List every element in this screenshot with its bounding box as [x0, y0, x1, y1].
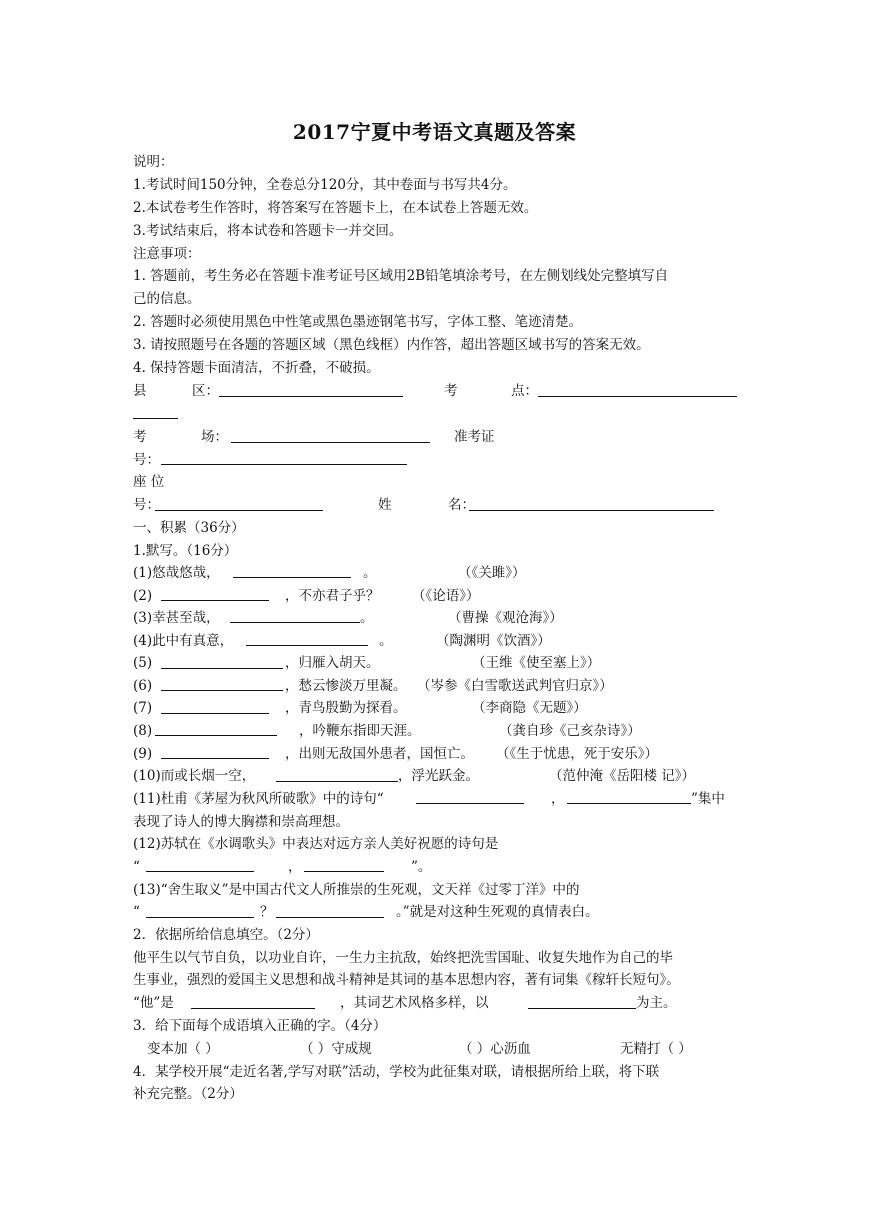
- admit-number-field[interactable]: [161, 464, 407, 465]
- room-label-a: 考: [133, 429, 147, 445]
- recite-item-source: （王维《使至塞上》）: [472, 655, 601, 671]
- note-item: 2. 答题时必须使用黑色中性笔或黑色墨迹钢笔书写，字体工整、笔迹清楚。: [133, 314, 583, 330]
- site-field-continued[interactable]: [133, 418, 178, 419]
- room-field[interactable]: [231, 442, 430, 443]
- recite-blank[interactable]: [161, 758, 269, 759]
- recite-item-prefix: (4)此中有真意，: [133, 633, 234, 649]
- seat-label-b: 号：: [133, 497, 160, 513]
- recite-item-prefix: (5): [133, 655, 153, 671]
- idiom-item[interactable]: 无精打（ ）: [620, 1041, 692, 1057]
- recite-blank[interactable]: [276, 781, 398, 782]
- recite-item-suffix: ，青鸟殷勤为探看。: [285, 700, 407, 716]
- recite-item-source: （陶渊明《饮酒》）: [436, 633, 551, 649]
- name-field[interactable]: [469, 510, 714, 511]
- recite-item-suffix: ，归雁入胡天。: [285, 655, 380, 671]
- quote-open: “: [133, 904, 140, 920]
- recite-blank[interactable]: [146, 871, 254, 872]
- recite-item-suffix: 。: [379, 633, 393, 649]
- site-field[interactable]: [538, 396, 737, 397]
- site-label-a: 考: [444, 383, 458, 399]
- admit-label-a: 准考证: [454, 429, 495, 445]
- note-item-continued: 己的信息。: [133, 291, 201, 307]
- question-2-fill-prefix: “他”是: [133, 995, 174, 1011]
- recite-item-source: （曹操《观沧海》）: [448, 610, 563, 626]
- recite-blank[interactable]: [161, 600, 269, 601]
- instructions-heading: 说明：: [133, 154, 174, 170]
- recite-item-source: （李商隐《无题》）: [472, 700, 587, 716]
- admit-label-b: 号：: [133, 452, 160, 468]
- county-field[interactable]: [219, 396, 403, 397]
- recite-item-suffix: 。: [360, 610, 374, 626]
- room-label-b: 场：: [201, 429, 228, 445]
- county-label-b: 区：: [192, 383, 219, 399]
- recite-item-prefix: (7): [133, 700, 153, 716]
- style-blank[interactable]: [528, 1008, 636, 1009]
- quote-open: “: [133, 859, 140, 875]
- recite-item-source: （范仲淹《岳阳楼 记》）: [549, 768, 696, 784]
- recite-item-prefix: (6): [133, 678, 153, 694]
- recite-item-continued: 表现了诗人的博大胸襟和崇高理想。: [133, 814, 349, 830]
- recite-item-prefix: (13)“舍生取义”是中国古代文人所推崇的生死观，文天祥《过零丁洋》中的: [133, 882, 580, 898]
- recite-item-prefix: (8): [133, 723, 153, 739]
- recite-item-prefix: (10)而或长烟一空，: [133, 768, 256, 784]
- recite-item-source: （《关雎》）: [458, 565, 526, 581]
- question-2-fill-middle: ，其词艺术风格多样，以: [340, 995, 489, 1011]
- county-label-a: 县: [133, 383, 147, 399]
- question-2-fill-suffix: 为主。: [636, 995, 677, 1011]
- recite-item-source: （龚自珍《己亥杂诗》）: [499, 723, 641, 739]
- recite-item-source: （岑参《白雪歌送武判官归京》）: [417, 678, 613, 694]
- recite-item-prefix: (3)幸甚至哉，: [133, 610, 220, 626]
- note-item: 3. 请按照题号在各题的答题区域（黑色线框）内作答，超出答题区域书写的答案无效。: [133, 337, 650, 353]
- recite-item-separator: ，: [551, 791, 565, 807]
- recite-item-suffix: ，愁云惨淡万里凝。: [285, 678, 407, 694]
- recite-blank[interactable]: [155, 735, 277, 736]
- recite-item-suffix: ，浮光跃金。: [398, 768, 479, 784]
- recite-item-prefix: (12)苏轼在《水调歌头》中表达对远方亲人美好祝愿的诗句是: [133, 836, 499, 852]
- recite-blank[interactable]: [416, 803, 524, 804]
- author-blank[interactable]: [191, 1008, 315, 1009]
- recite-item-prefix: (2): [133, 588, 153, 604]
- page-title: 2017宁夏中考语文真题及答案: [292, 120, 577, 144]
- name-label-b: 名：: [448, 497, 475, 513]
- recite-blank[interactable]: [161, 713, 269, 714]
- recite-blank[interactable]: [246, 645, 368, 646]
- recite-blank[interactable]: [146, 917, 254, 918]
- site-label-b: 点：: [511, 383, 538, 399]
- seat-field[interactable]: [155, 510, 323, 511]
- question-3: 3．给下面每个成语填入正确的字。（4分）: [133, 1018, 387, 1034]
- recite-item-separator: ，: [288, 859, 302, 875]
- recite-item-suffix: ”。: [411, 859, 432, 875]
- idiom-item[interactable]: （ ）守成规: [300, 1041, 372, 1057]
- recite-item-suffix: ”集中: [691, 791, 725, 807]
- section-heading: 一、积累（36分）: [133, 520, 245, 536]
- idiom-item[interactable]: （ ）心沥血: [459, 1041, 531, 1057]
- recite-item-source: （《论语》）: [412, 588, 480, 604]
- notes-heading: 注意事项：: [133, 246, 201, 262]
- question-2-passage: 生事业，强烈的爱国主义思想和战斗精神是其词的基本思想内容，著有词集《稼轩长短句》。: [133, 972, 680, 988]
- recite-item-prefix: (11)杜甫《茅屋为秋风所破歌》中的诗句“: [133, 791, 384, 807]
- instruction-item: 3.考试结束后，将本试卷和答题卡一并交回。: [133, 223, 403, 239]
- question-1: 1.默写。（16分）: [133, 543, 238, 559]
- instruction-item: 1.考试时间150分钟，全卷总分120分，其中卷面与书写共4分。: [133, 177, 517, 193]
- seat-label-a: 座 位: [133, 474, 165, 490]
- recite-blank[interactable]: [161, 690, 283, 691]
- note-item: 4. 保持答题卡面清洁，不折叠，不破损。: [133, 360, 380, 376]
- note-item: 1. 答题前，考生务必在答题卡准考证号区域用2B铅笔填涂考号，在左侧划线处完整填写自: [133, 268, 669, 284]
- question-2-passage: 他平生以气节自负，以功业自许，一生力主抗敌，始终把洗雪国耻、收复失地作为自己的毕: [133, 950, 673, 966]
- name-label-a: 姓: [378, 497, 392, 513]
- recite-item-separator: ？: [260, 904, 274, 920]
- recite-blank[interactable]: [304, 871, 384, 872]
- recite-item-suffix: ，出则无敌国外患者，国恒亡。: [285, 746, 474, 762]
- instruction-item: 2.本试卷考生作答时，将答案写在答题卡上，在本试卷上答题无效。: [133, 200, 538, 216]
- recite-blank[interactable]: [567, 803, 691, 804]
- recite-blank[interactable]: [230, 622, 360, 623]
- question-2: 2．依据所给信息填空。（2分）: [133, 927, 319, 943]
- recite-item-suffix: ，不亦君子乎？: [285, 588, 380, 604]
- recite-item-prefix: (1)悠哉悠哉，: [133, 565, 220, 581]
- question-4: 4．某学校开展“走近名著,学写对联”活动，学校为此征集对联，请根据所给上联，将下联: [133, 1064, 660, 1080]
- recite-item-source: （《生于忧患，死于安乐》）: [496, 746, 658, 762]
- recite-item-suffix: 。”就是对这种生死观的真情表白。: [396, 904, 599, 920]
- recite-item-suffix: 。: [363, 565, 377, 581]
- recite-item-prefix: (9): [133, 746, 153, 762]
- recite-item-suffix: ，吟鞭东指即天涯。: [299, 723, 421, 739]
- recite-blank[interactable]: [276, 917, 384, 918]
- idiom-item[interactable]: 变本加（ ）: [147, 1041, 219, 1057]
- recite-blank[interactable]: [233, 577, 351, 578]
- recite-blank[interactable]: [161, 668, 283, 669]
- question-4-continued: 补充完整。（2分）: [133, 1086, 243, 1102]
